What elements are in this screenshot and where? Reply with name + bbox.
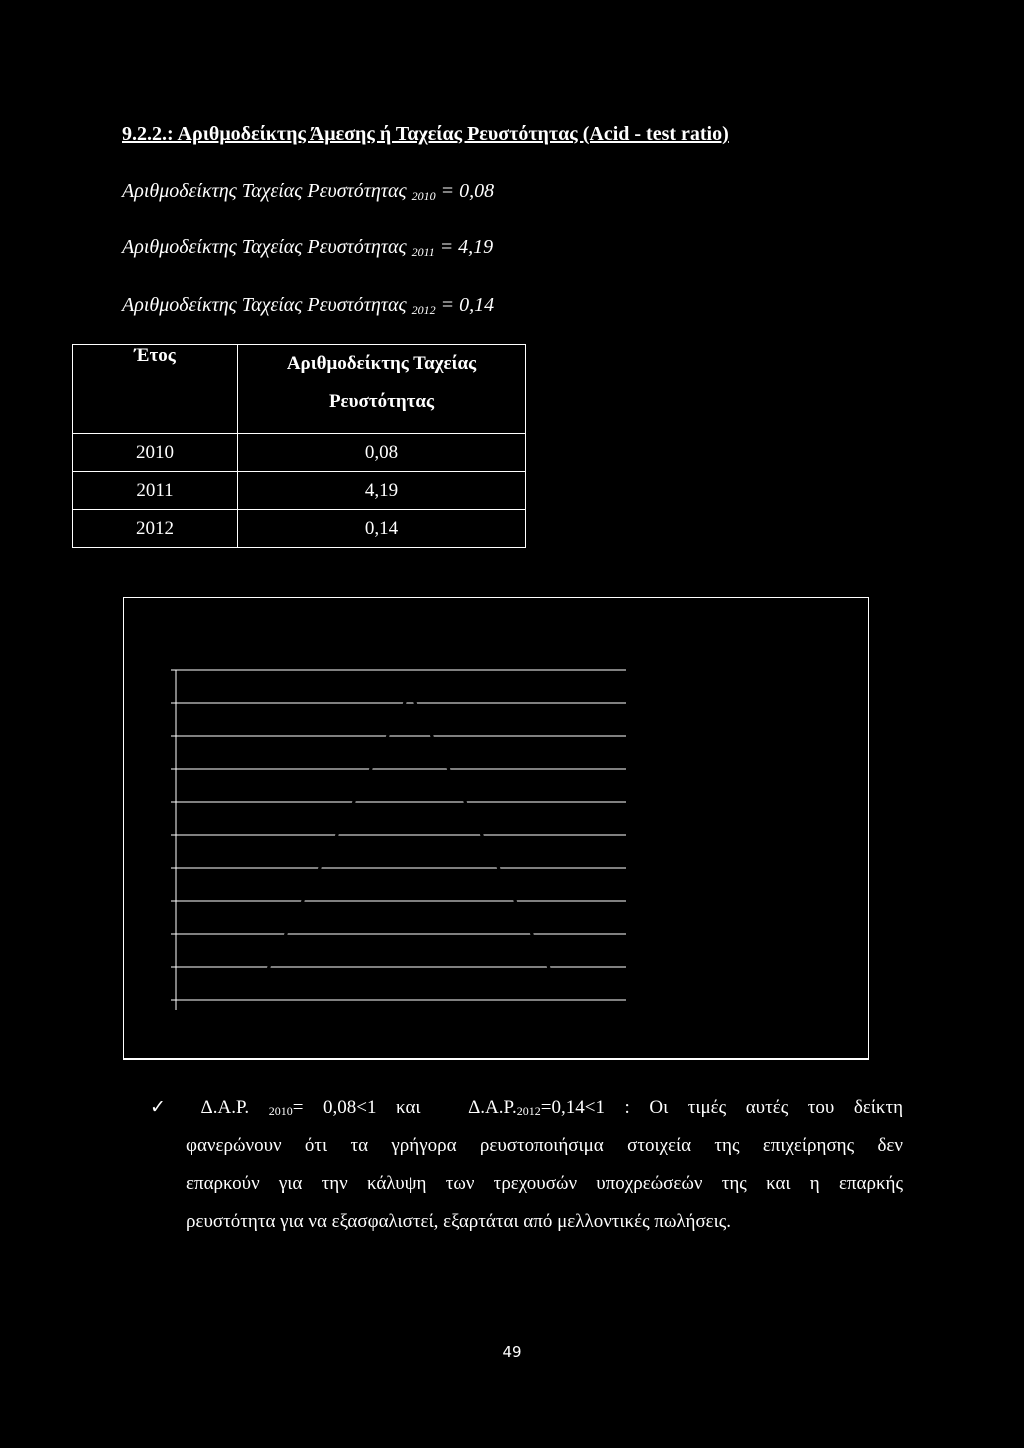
formula-year: 2012 [411, 303, 436, 317]
conclusion-connector: και [396, 1097, 421, 1118]
series-line [255, 693, 560, 994]
conclusion-prefix-2: Δ.Α.Ρ. [468, 1097, 517, 1118]
cell-value: 0,14 [238, 510, 526, 548]
data-point-2010 [252, 991, 258, 997]
formula-label: Αριθμοδείκτης Ταχείας Ρευστότητας [122, 180, 407, 202]
conclusion-line-2: φανερώνουν ότι τα γρήγορα ρευστοποιήσιμα στοιχεία της επιχείρησης δεν [186, 1135, 903, 1156]
formula-label: Αριθμοδείκτης Ταχείας Ρευστότητας [122, 294, 407, 316]
cell-year: 2010 [73, 434, 238, 472]
conclusion-value-1: = 0,08<1 [292, 1097, 377, 1118]
cell-year: 2011 [73, 472, 238, 510]
conclusion-year-1: 2010 [268, 1104, 293, 1118]
cell-value: 0,08 [238, 434, 526, 472]
formula-label: Αριθμοδείκτης Ταχείας Ρευστότητας [122, 236, 407, 258]
section-heading: 9.2.2.: Αριθμοδείκτης Άμεσης ή Ταχείας Ρευστότητας (Acid - test ratio) [122, 123, 729, 145]
conclusion-line-4: ρευστότητα για να εξασφαλιστεί, εξαρτάται από μελλοντικές πωλήσεις. [186, 1211, 732, 1232]
conclusion-prefix-1: Δ.Α.Ρ. [200, 1097, 250, 1118]
formula-year: 2011 [411, 245, 435, 259]
cell-value: 4,19 [238, 472, 526, 510]
data-point-2012 [557, 987, 563, 993]
data-point-2011 [407, 690, 413, 696]
header-ratio-line2: Ρευστότητας [328, 391, 435, 412]
conclusion-line-1 [150, 1096, 903, 1119]
page-number: 49 [502, 1343, 522, 1361]
header-ratio-line1: Αριθμοδείκτης Ταχείας [286, 353, 477, 374]
conclusion-line-3: επαρκούν για την κάλυψη των τρεχουσών υποχρεώσεών της και η επαρκής [186, 1173, 903, 1194]
cell-year: 2012 [73, 510, 238, 548]
formula-value: = 0,08 [440, 180, 495, 202]
check-icon: ✓ [150, 1097, 166, 1118]
formula-value: = 4,19 [439, 236, 494, 258]
formula-value: = 0,14 [440, 294, 495, 316]
formula-year: 2010 [411, 189, 436, 203]
header-year: Έτος [73, 345, 238, 434]
conclusion-year-2: 2012 [516, 1104, 541, 1118]
conclusion-value-2: =0,14<1 [540, 1097, 605, 1118]
conclusion-line1-rest: : Οι τιμές αυτές του δείκτη [624, 1097, 904, 1118]
